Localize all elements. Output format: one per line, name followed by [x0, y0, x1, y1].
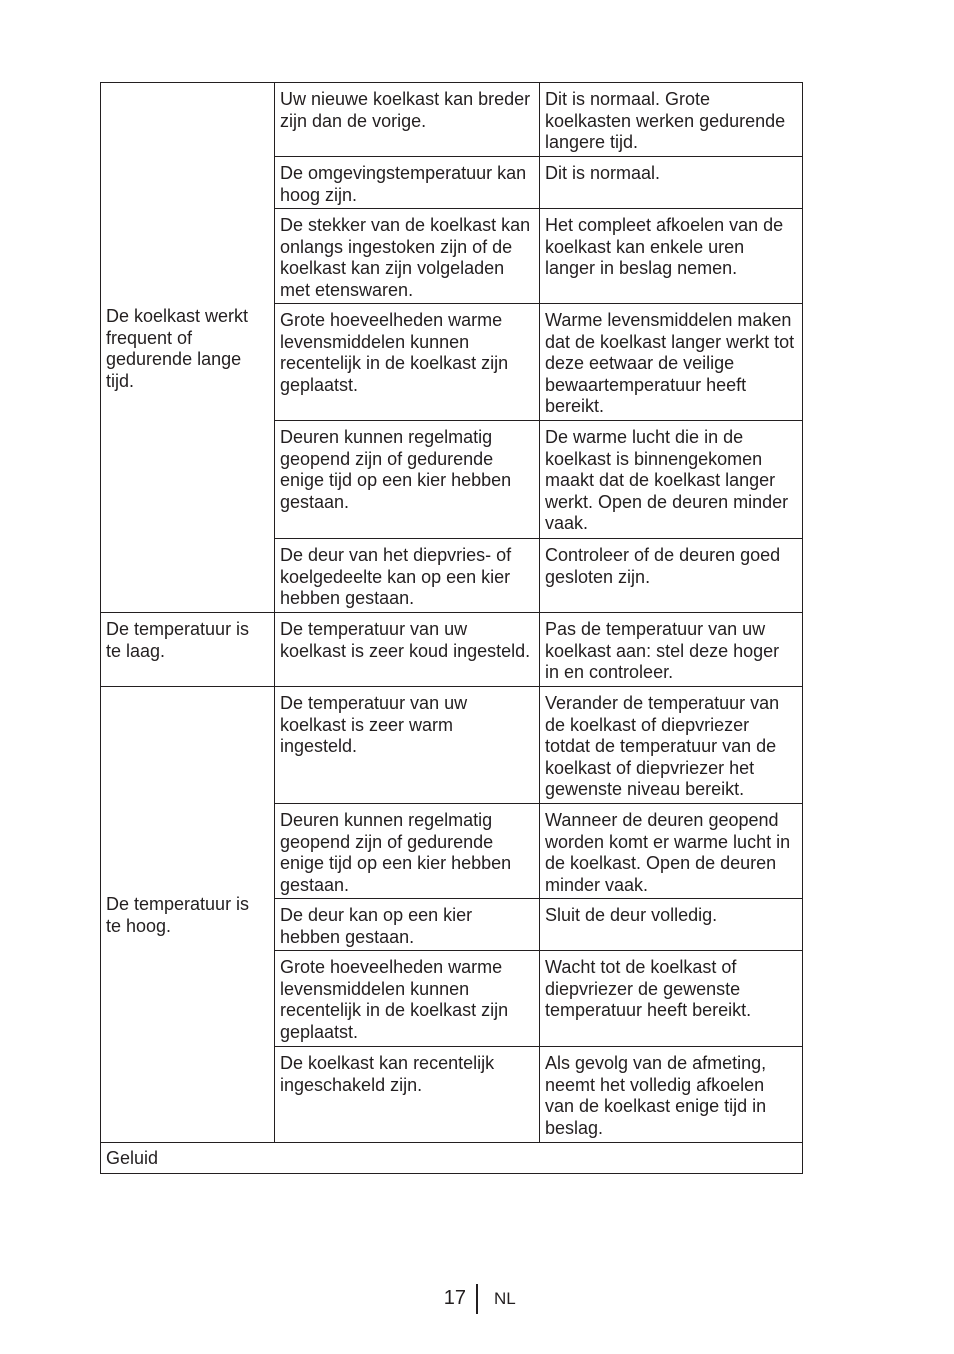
solution-cell: Dit is normaal.	[540, 157, 803, 209]
cause-cell: De temperatuur van uw koelkast is zeer koud ingesteld.	[275, 613, 540, 687]
solution-cell: Verander de temperatuur van de koelkast of diepvriezer totdat de temperatuur van de koelkast of diepvriezer het gewenste niveau bereikt.	[540, 687, 803, 804]
solution-cell: Warme levensmiddelen maken dat de koelkast langer werkt tot deze eetwaar de veilige bewaartemperatuur heeft bereikt.	[540, 304, 803, 421]
troubleshooting-table	[100, 82, 803, 1174]
solution-cell: Als gevolg van de afmeting, neemt het volledig afkoelen van de koelkast enige tijd in beslag.	[540, 1047, 803, 1143]
cause-cell: Uw nieuwe koelkast kan breder zijn dan de vorige.	[275, 83, 540, 157]
problem-text: De koelkast werkt frequent of gedurende lange tijd.	[106, 306, 249, 391]
solution-cell: Wacht tot de koelkast of diepvriezer de gewenste temperatuur heeft bereikt.	[540, 951, 803, 1047]
problem-text: De temperatuur is te hoog.	[106, 894, 250, 936]
table-row	[101, 613, 803, 687]
solution-cell: Pas de temperatuur van uw koelkast aan: stel deze hoger in en controleer.	[540, 613, 803, 687]
page-footer	[0, 1284, 954, 1314]
cause-cell: De temperatuur van uw koelkast is zeer warm ingesteld.	[275, 687, 540, 804]
cause-cell: De stekker van de koelkast kan onlangs ingestoken zijn of de koelkast kan zijn volgeladen met etenswaren.	[275, 209, 540, 304]
solution-cell: Controleer of de deuren goed gesloten zijn.	[540, 539, 803, 613]
cause-cell: Deuren kunnen regelmatig geopend zijn of gedurende enige tijd op een kier hebben gestaan.	[275, 421, 540, 539]
problem-text: De temperatuur is te laag.	[106, 619, 250, 661]
solution-cell: Dit is normaal. Grote koelkasten werken gedurende langere tijd.	[540, 83, 803, 157]
cause-cell: Grote hoeveelheden warme levensmiddelen kunnen recentelijk in de koelkast zijn geplaatst.	[275, 951, 540, 1047]
cause-cell: De deur van het diepvries- of koelgedeelte kan op een kier hebben gestaan.	[275, 539, 540, 613]
table-row	[101, 1143, 803, 1174]
cause-cell: De deur kan op een kier hebben gestaan.	[275, 899, 540, 951]
problem-cell	[101, 687, 275, 1143]
solution-cell: De warme lucht die in de koelkast is binnengekomen maakt dat de koelkast langer werkt. Open de deuren minder vaak.	[540, 421, 803, 539]
cause-cell: Grote hoeveelheden warme levensmiddelen kunnen recentelijk in de koelkast zijn geplaatst.	[275, 304, 540, 421]
solution-cell: Wanneer de deuren geopend worden komt er warme lucht in de koelkast. Open de deuren minder vaak.	[540, 804, 803, 899]
footer-divider	[476, 1284, 478, 1314]
solution-cell: Het compleet afkoelen van de koelkast kan enkele uren langer in beslag nemen.	[540, 209, 803, 304]
solution-cell: Sluit de deur volledig.	[540, 899, 803, 951]
cause-cell: Deuren kunnen regelmatig geopend zijn of gedurende enige tijd op een kier hebben gestaan.	[275, 804, 540, 899]
problem-cell	[101, 613, 275, 687]
cause-cell: De koelkast kan recentelijk ingeschakeld zijn.	[275, 1047, 540, 1143]
table-row	[101, 687, 803, 804]
language-code: NL	[494, 1289, 516, 1308]
problem-cell	[101, 83, 275, 613]
table-row	[101, 83, 803, 157]
section-heading: Geluid	[101, 1143, 803, 1174]
cause-cell: De omgevingstemperatuur kan hoog zijn.	[275, 157, 540, 209]
page-number: 17	[443, 1287, 466, 1309]
